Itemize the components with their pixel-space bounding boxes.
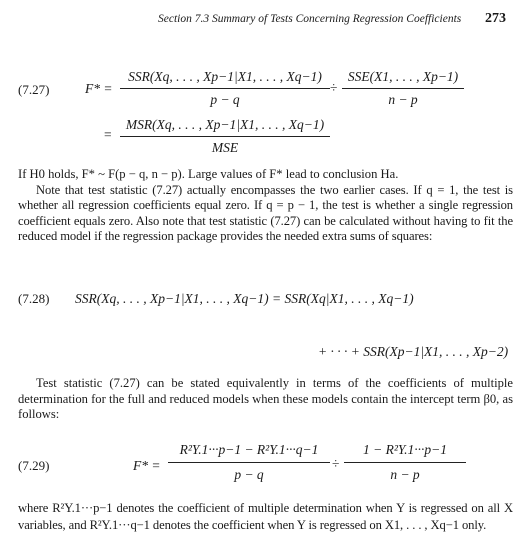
fraction-bar xyxy=(342,88,464,89)
paragraph-conclusion xyxy=(18,167,513,245)
equation-line: + · · · + SSR(Xp−1|X1, . . . , Xp−2) xyxy=(318,344,509,359)
fraction-numerator: MSR(Xq, . . . , Xp−1|X1, . . . , Xq−1) xyxy=(125,117,325,132)
fraction-denominator: n − p xyxy=(388,92,418,107)
fraction-bar xyxy=(120,136,330,137)
paragraph-body: Test statistic (7.27) can be stated equivalently in terms of the coefficients of multiple determination for the full and reduced models when these models contain the intercept term β0, as follows: xyxy=(18,376,513,422)
fraction-denominator: n − p xyxy=(390,467,420,482)
fraction-denominator: MSE xyxy=(211,140,239,155)
fraction-bar xyxy=(168,462,330,463)
fraction-numerator: 1 − R²Y.1···p−1 xyxy=(362,442,448,457)
paragraph-definitions xyxy=(18,500,513,534)
paragraph-body: where R²Y.1···p−1 denotes the coefficient of multiple determination when Y is regressed on all X variables, and R²Y.1···q−1 denotes the coefficient when Y is regressed on X1, . . . , Xq−1 only. xyxy=(18,501,513,532)
fraction-bar xyxy=(344,462,466,463)
equation-tag: (7.28) xyxy=(18,291,50,306)
equation-lhs: F* = xyxy=(133,458,161,473)
divide-sign: ÷ xyxy=(332,456,340,471)
fraction-bar xyxy=(120,88,330,89)
paragraph-r-squared xyxy=(18,376,513,423)
divide-sign: ÷ xyxy=(330,80,338,95)
equation-tag: (7.29) xyxy=(18,458,50,473)
fraction-numerator: R²Y.1···p−1 − R²Y.1···q−1 xyxy=(179,442,319,457)
equation-tag: (7.27) xyxy=(18,82,50,97)
running-head: Section 7.3 Summary of Tests Concerning Regression Coefficients xyxy=(158,13,462,25)
fraction-numerator: SSE(X1, . . . , Xp−1) xyxy=(347,69,459,84)
equation-lhs: F* = xyxy=(85,81,113,96)
fraction-denominator: p − q xyxy=(210,92,240,107)
fraction-denominator: p − q xyxy=(234,467,264,482)
paragraph-body: Note that test statistic (7.27) actually encompasses the two earlier cases. If q = 1, the test is whether all regression coefficients equal zero. If q = p − 1, the test is whether a single regression coefficient equals zero. Also note that test statistic (7.27) can be calculated without having to fit the reduced model if the regression package provides the needed extra sums of squares: xyxy=(18,182,513,244)
paragraph-line: If H0 holds, F* ~ F(p − q, n − p). Large values of F* lead to conclusion Ha. xyxy=(18,167,399,181)
equation-line: SSR(Xq, . . . , Xp−1|X1, . . . , Xq−1) = SSR(Xq|X1, . . . , Xq−1) xyxy=(75,291,414,306)
equals-sign: = xyxy=(104,127,112,142)
page-number: 273 xyxy=(485,11,506,26)
fraction-numerator: SSR(Xq, . . . , Xp−1|X1, . . . , Xq−1) xyxy=(128,69,322,84)
